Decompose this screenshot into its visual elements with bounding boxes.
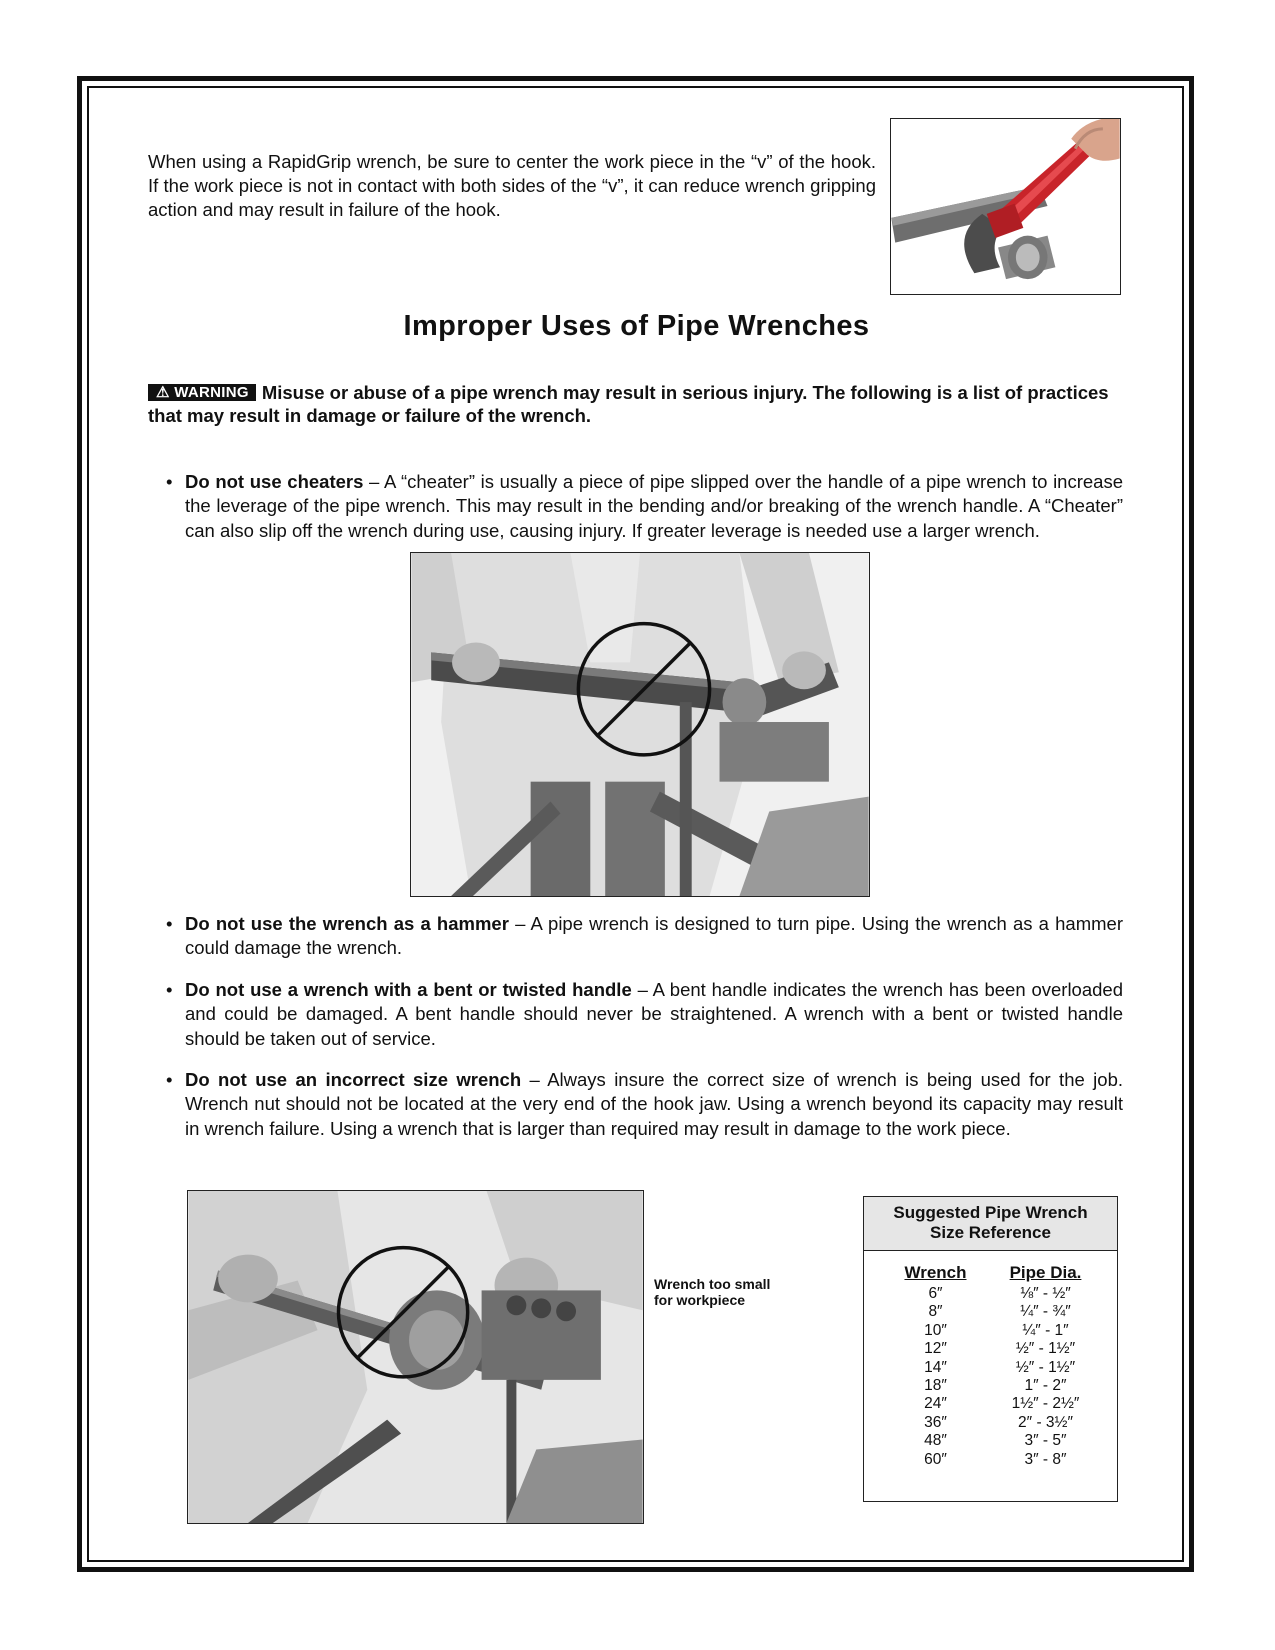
- table-row: [864, 1451, 1117, 1469]
- wrench-size-cell: 12″: [924, 1340, 947, 1358]
- wrench-size-cell: 18″: [924, 1377, 947, 1395]
- table-row: [864, 1285, 1117, 1303]
- wrench-size-cell: 36″: [924, 1413, 947, 1431]
- bullet-icon: •: [166, 471, 173, 492]
- table-row: [864, 1414, 1117, 1432]
- rapidgrip-photo: [890, 118, 1121, 295]
- wrench-size-cell: 8″: [928, 1303, 943, 1321]
- pipe-dia-cell: ¼″ - ¾″: [1020, 1303, 1071, 1321]
- list-item: [166, 912, 1123, 961]
- table-row: [864, 1395, 1117, 1413]
- wrench-size-cell: 48″: [924, 1432, 947, 1450]
- warning-badge-label: WARNING: [174, 384, 249, 401]
- pipe-dia-cell: ½″ - 1½″: [1015, 1358, 1076, 1376]
- list-item: [166, 1068, 1123, 1141]
- warning-text: Misuse or abuse of a pipe wrench may result in serious injury. The following is a list of practices that may result in damage or failure of the wrench.: [148, 382, 1109, 426]
- pipe-dia-cell: 3″ - 8″: [1024, 1450, 1067, 1468]
- pipe-dia-cell: 2″ - 3½″: [1018, 1413, 1073, 1431]
- table-row: [864, 1359, 1117, 1377]
- photo-caption: [654, 1276, 770, 1308]
- list-item-lead: Do not use a wrench with a bent or twisted handle: [185, 979, 632, 1000]
- bullet-icon: •: [166, 1069, 173, 1090]
- list-item: [166, 470, 1123, 543]
- wrench-too-small-photo: [187, 1190, 644, 1524]
- cheater-photo: [410, 552, 870, 897]
- wrench-size-cell: 6″: [928, 1285, 943, 1302]
- pipe-dia-cell: 3″ - 5″: [1024, 1432, 1067, 1450]
- intro-paragraph: When using a RapidGrip wrench, be sure to center the work piece in the “v” of the hook. If the work piece is not in contact with both sides of the “v”, it can reduce wrench gripping action and may result in failure of the hook.: [148, 151, 876, 220]
- list-item-text: – A pipe wrench is designed to turn pipe. Using the wrench as a hammer could damage the wrench.: [185, 913, 1123, 959]
- column-header-wrench: Wrench: [904, 1263, 967, 1282]
- table-row: [864, 1340, 1117, 1358]
- pipe-dia-cell: 1½″ - 2½″: [1011, 1395, 1080, 1413]
- wrench-size-cell: 10″: [924, 1321, 947, 1339]
- size-reference-table: [863, 1196, 1118, 1502]
- pipe-dia-cell: ½″ - 1½″: [1015, 1340, 1076, 1358]
- list-item-lead: Do not use cheaters: [185, 471, 364, 492]
- pipe-dia-cell: ¼″ - 1″: [1022, 1321, 1069, 1339]
- size-table-title-line: Size Reference: [930, 1223, 1051, 1242]
- warning-triangle-icon: ⚠: [156, 384, 170, 401]
- list-item-text: – A “cheater” is usually a piece of pipe slipped over the handle of a pipe wrench to increase the leverage of the pipe wrench. This may result in the bending and/or breaking of the wrench handle. A “Cheater” can also slip off the wrench during use, causing injury. If greater leverage is needed use a larger wrench.: [185, 471, 1123, 541]
- bullet-icon: •: [166, 913, 173, 934]
- size-table-title-line: Suggested Pipe Wrench: [893, 1203, 1088, 1222]
- size-table-title: [864, 1197, 1117, 1251]
- warning-badge: [148, 384, 256, 401]
- table-row: [864, 1322, 1117, 1340]
- wrench-size-cell: 14″: [924, 1358, 947, 1376]
- pipe-dia-cell: 1″ - 2″: [1024, 1377, 1067, 1395]
- column-header-pipe-dia: Pipe Dia.: [1009, 1263, 1082, 1282]
- caption-line: for workpiece: [654, 1292, 746, 1308]
- table-row: [864, 1303, 1117, 1321]
- size-table-body: [864, 1285, 1117, 1469]
- section-title: Improper Uses of Pipe Wrenches: [403, 310, 870, 342]
- caption-line: Wrench too small: [654, 1276, 771, 1292]
- wrench-size-cell: 24″: [924, 1395, 947, 1413]
- pipe-dia-cell: ⅛″ - ½″: [1020, 1285, 1071, 1302]
- bullet-icon: •: [166, 979, 173, 1000]
- list-item-lead: Do not use the wrench as a hammer: [185, 913, 509, 934]
- list-item: [166, 978, 1123, 1051]
- list-item-text: – A bent handle indicates the wrench has been overloaded and could be damaged. A bent handle should never be straightened. A wrench with a bent or twisted handle should be taken out of service.: [185, 979, 1123, 1049]
- list-item-lead: Do not use an incorrect size wrench: [185, 1069, 522, 1090]
- table-row: [864, 1432, 1117, 1450]
- list-item-text: – Always insure the correct size of wrench is being used for the job. Wrench nut should not be located at the very end of the hook jaw. Using a wrench beyond its capacity may result in wrench failure. Using a wrench that is larger than required may result in damage to the work piece.: [185, 1069, 1123, 1139]
- warning-paragraph: [148, 381, 1128, 427]
- wrench-size-cell: 60″: [924, 1450, 947, 1468]
- size-table-header: [864, 1263, 1117, 1283]
- table-row: [864, 1377, 1117, 1395]
